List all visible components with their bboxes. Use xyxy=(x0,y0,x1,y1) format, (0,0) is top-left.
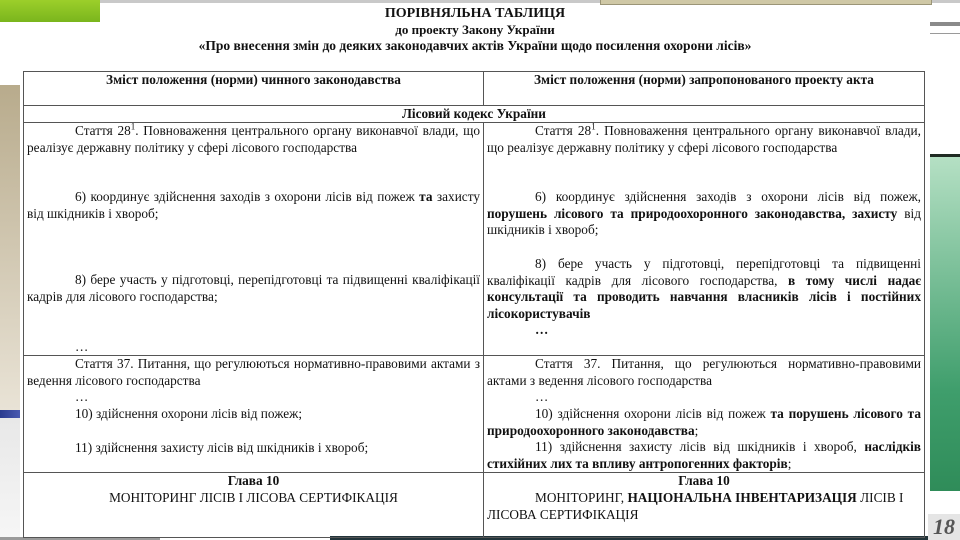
article-superscript: 1 xyxy=(591,121,596,132)
slide-page-number: 18 xyxy=(928,514,960,540)
current-cell-article-28 xyxy=(24,123,484,356)
chapter-text: ЛІСІВ І ЛІСОВА СЕРТИФІКАЦІЯ xyxy=(487,489,904,522)
current-cell-chapter-10 xyxy=(24,473,484,538)
section-row xyxy=(24,106,925,123)
proposed-item-10 xyxy=(487,406,921,439)
law-name: «Про внесення змін до деяких законодавчих актів України щодо посилення охорони лісів» xyxy=(198,38,752,53)
current-article-28-heading xyxy=(27,123,480,156)
table-row xyxy=(24,123,925,356)
current-ellipsis-2: … xyxy=(75,389,89,405)
item-bold-text: порушень лісового та природоохоронного законодавства, захисту xyxy=(487,205,898,221)
proposed-item-11 xyxy=(487,439,921,472)
decorative-right-thin-line xyxy=(930,33,960,34)
decorative-tan-bar xyxy=(600,0,932,5)
decorative-right-green-panel xyxy=(930,154,960,491)
decorative-left-blue-bar xyxy=(0,410,20,418)
title-block xyxy=(25,6,925,54)
item-bold-text: та xyxy=(419,189,433,205)
proposed-ellipsis xyxy=(487,322,921,339)
current-item-8: 8) бере участь у підготовці, перепідготовці та підвищенні кваліфікації кадрів для лісового господарства; xyxy=(27,272,480,304)
current-item-6 xyxy=(27,189,480,222)
current-ellipsis: … xyxy=(75,338,89,354)
item-text: ; xyxy=(787,455,792,471)
article-text: . Повноваження центрального органу виконавчої влади, що реалізує державну політику у сфері лісового господарства xyxy=(487,123,921,155)
item-text: 6) координує здійснення заходів з охорони лісів від пожеж, xyxy=(535,189,921,205)
decorative-left-panel xyxy=(0,85,20,410)
chapter-text: МОНІТОРИНГ, xyxy=(535,489,628,505)
item-text: 6) координує здійснення заходів з охорони лісів від пожеж xyxy=(75,189,420,205)
column-header-proposed: Зміст положення (норми) запропонованого проекту акта xyxy=(484,72,925,106)
comparison-table xyxy=(23,71,925,538)
table-row xyxy=(24,356,925,473)
proposed-item-6 xyxy=(487,189,921,239)
proposed-article-37-heading: Стаття 37. Питання, що регулюються нормативно-правовими актами з ведення лісового господарства xyxy=(487,356,921,388)
current-cell-article-37 xyxy=(24,356,484,473)
article-superscript: 1 xyxy=(130,121,136,132)
proposed-article-28-heading xyxy=(487,123,921,156)
current-item-11: 11) здійснення захисту лісів від шкідників і хвороб; xyxy=(75,439,369,455)
current-chapter-title: МОНІТОРИНГ ЛІСІВ І ЛІСОВА СЕРТИФІКАЦІЯ xyxy=(109,489,398,505)
item-bold-text: та порушень лісового та природоохоронного законодавства xyxy=(487,405,922,438)
item-bold-text: наслідків стихійних лих та впливу антропогенних факторів xyxy=(487,439,921,471)
chapter-bold-text: НАЦІОНАЛЬНА ІНВЕНТАРИЗАЦІЯ xyxy=(627,489,857,505)
proposed-cell-article-28 xyxy=(484,123,925,356)
page-subtitle: до проекту Закону України xyxy=(395,22,555,37)
item-text: захисту від шкідників і хвороб; xyxy=(27,189,480,221)
decorative-right-line xyxy=(930,22,960,26)
page-title: ПОРІВНЯЛЬНА ТАБЛИЦЯ xyxy=(384,6,566,21)
article-label: Стаття 28 xyxy=(75,123,131,138)
item-bold-text: в тому числі надає консультації та проводить навчання власників лісів і постійних лісокористувачів xyxy=(487,272,921,321)
table-row xyxy=(24,473,925,538)
decorative-left-grey-panel xyxy=(0,418,20,540)
item-text: ; xyxy=(694,422,699,438)
proposed-chapter-number: Глава 10 xyxy=(678,473,730,489)
item-text: 8) бере участь у підготовці, перепідготовці та підвищенні кваліфікації кадрів для лісового господарства, xyxy=(487,255,921,288)
article-label: Стаття 28 xyxy=(535,123,592,138)
ellipsis-text: … xyxy=(535,322,549,338)
column-header-current: Зміст положення (норми) чинного законодавства xyxy=(24,72,484,106)
section-title: Лісовий кодекс України xyxy=(24,106,925,123)
current-item-10: 10) здійснення охорони лісів від пожеж; xyxy=(75,405,303,421)
proposed-cell-chapter-10 xyxy=(484,473,925,538)
current-article-37-heading: Стаття 37. Питання, що регулюються нормативно-правовими актами з ведення лісового господарства xyxy=(27,356,480,388)
item-text: від шкідників і хвороб; xyxy=(487,205,921,238)
proposed-chapter-title xyxy=(487,490,921,523)
table-header-row xyxy=(24,72,925,106)
article-text: . Повноваження центрального органу виконавчої влади, що реалізує державну політику у сфері лісового господарства xyxy=(27,123,480,155)
item-text: 11) здійснення захисту лісів від шкідників і хвороб, xyxy=(535,439,865,455)
item-text: 10) здійснення охорони лісів від пожеж xyxy=(535,405,771,421)
proposed-cell-article-37 xyxy=(484,356,925,473)
current-chapter-number: Глава 10 xyxy=(227,473,280,489)
proposed-item-8 xyxy=(487,256,921,322)
proposed-ellipsis-2: … xyxy=(535,389,549,405)
